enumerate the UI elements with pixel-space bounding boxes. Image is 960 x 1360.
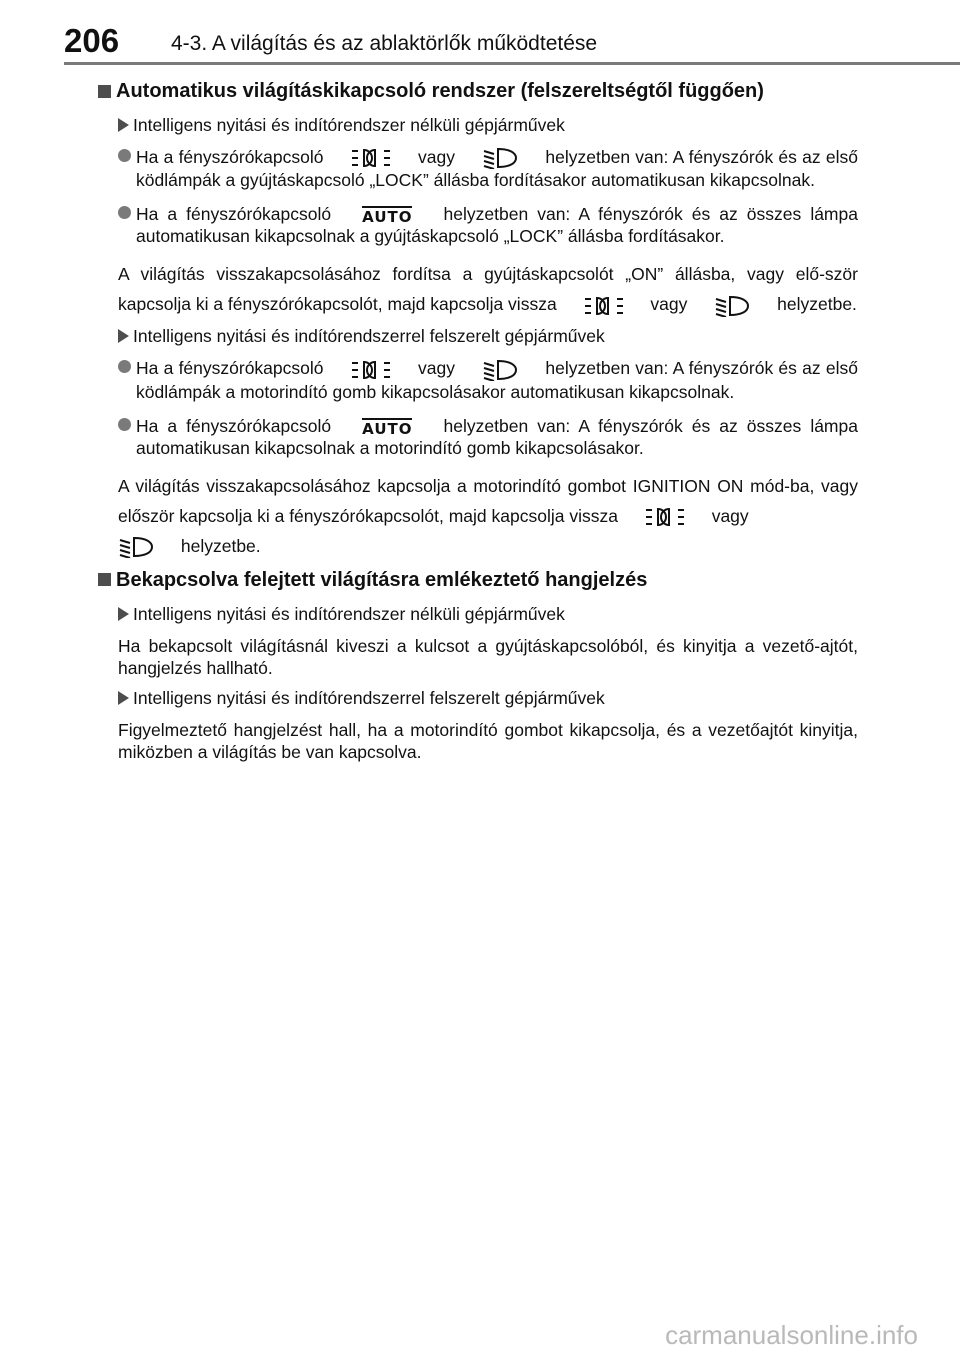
subheading-smart-key: Intelligens nyitási és indítórendszerrel felszerelt gépjárművek xyxy=(118,687,858,709)
headlight-icon xyxy=(714,295,750,317)
section-heading-light-reminder: Bekapcsolva felejtett világításra emlékeztető hangjelzés xyxy=(98,567,858,593)
list-item: Ha a fényszórókapcsoló AUTO helyzetben van: A fényszórók és az összes lámpa automatikusan kikapcsolnak a gyújtáskapcsoló „LOCK” állásba fordításakor. xyxy=(118,203,858,247)
headlight-icon xyxy=(482,359,518,381)
square-bullet-icon xyxy=(98,85,111,98)
round-bullet-icon xyxy=(118,206,131,219)
square-bullet-icon xyxy=(98,573,111,586)
section-heading-auto-off: Automatikus világításkikapcsoló rendszer (felszereltségtől függően) xyxy=(98,78,858,104)
page-content xyxy=(98,78,858,771)
headlight-icon xyxy=(482,147,518,169)
headlight-icon xyxy=(118,536,154,558)
round-bullet-icon xyxy=(118,149,131,162)
chapter-title: 4-3. A világítás és az ablaktörlők működtetése xyxy=(171,32,598,55)
paragraph: A világítás visszakapcsolásához kapcsolja a motorindító gombot IGNITION ON mód-ba, vagy először kapcsolja ki a fényszórókapcsolót, majd kapcsolja vissza vagy helyzetbe. xyxy=(118,471,858,561)
page-header xyxy=(0,0,960,62)
parking-light-icon xyxy=(351,147,391,169)
page-number: 206 xyxy=(64,22,120,59)
subheading-smart-key: Intelligens nyitási és indítórendszerrel felszerelt gépjárművek xyxy=(118,325,858,347)
parking-light-icon xyxy=(584,295,624,317)
triangle-bullet-icon xyxy=(118,607,129,621)
paragraph: Figyelmeztető hangjelzést hall, ha a motorindító gombot kikapcsolja, és a vezetőajtót kinyitja, miközben a világítás be van kapcsolva. xyxy=(118,719,858,762)
round-bullet-icon xyxy=(118,418,131,431)
paragraph: A világítás visszakapcsolásához fordítsa a gyújtáskapcsolót „ON” állásba, vagy elő-ször kapcsolja ki a fényszórókapcsolót, majd kapcsolja vissza vagy helyzetbe. xyxy=(118,259,858,319)
paragraph: Ha bekapcsolt világításnál kiveszi a kulcsot a gyújtáskapcsolóból, és kinyitja a vezető-ajtót, hangjelzés hallható. xyxy=(118,635,858,678)
list-item: Ha a fényszórókapcsoló vagy helyzetben van: A fényszórók és az első ködlámpák a gyújtáskapcsoló „LOCK” állásba fordításakor automatikusan kikapcsolnak. xyxy=(118,146,858,191)
parking-light-icon xyxy=(351,359,391,381)
subheading-no-smart-key: Intelligens nyitási és indítórendszer nélküli gépjárművek xyxy=(118,603,858,625)
triangle-bullet-icon xyxy=(118,691,129,705)
parking-light-icon xyxy=(645,506,685,528)
watermark: carmanualsonline.info xyxy=(665,1320,918,1350)
round-bullet-icon xyxy=(118,360,131,373)
header-divider xyxy=(64,62,960,65)
triangle-bullet-icon xyxy=(118,329,129,343)
list-item: Ha a fényszórókapcsoló AUTO helyzetben van: A fényszórók és az összes lámpa automatikusan kikapcsolnak a motorindító gomb kikapcsolásakor. xyxy=(118,415,858,459)
subheading-no-smart-key: Intelligens nyitási és indítórendszer nélküli gépjárművek xyxy=(118,114,858,136)
list-item: Ha a fényszórókapcsoló vagy helyzetben van: A fényszórók és az első ködlámpák a motorindító gomb kikapcsolásakor automatikusan kikapcsolnak. xyxy=(118,357,858,402)
auto-mode-icon: AUTO xyxy=(362,208,413,227)
auto-mode-icon: AUTO xyxy=(362,419,413,438)
triangle-bullet-icon xyxy=(118,118,129,132)
